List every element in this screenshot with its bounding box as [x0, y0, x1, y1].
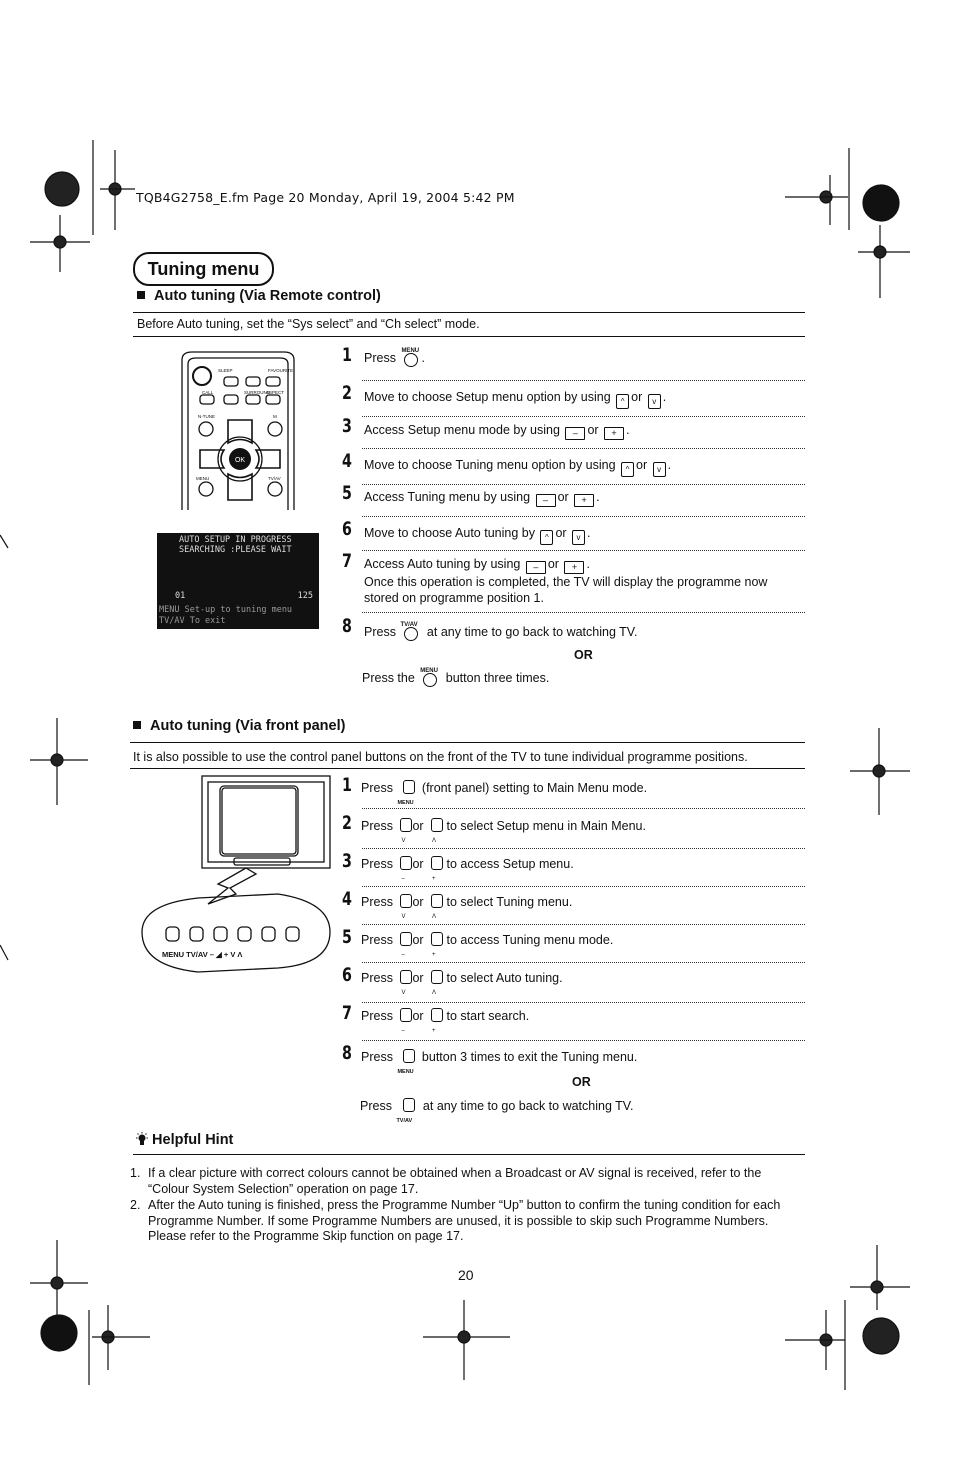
step-text: or	[412, 819, 424, 833]
step-text: .	[662, 390, 667, 404]
step-text: at any time to go back to watching TV.	[422, 1099, 634, 1113]
step-text: Access Tuning menu by using	[364, 490, 531, 504]
step-text: .	[667, 458, 672, 472]
page-number: 20	[458, 1267, 474, 1283]
surround-label: SURROUND	[244, 390, 271, 395]
panel-button-icon	[431, 1008, 443, 1022]
remote-step-3	[364, 422, 630, 440]
panel-button-labels: MENU TV/AV – ◢ + V Λ	[162, 950, 243, 959]
step-text: or	[412, 1009, 424, 1023]
or-label: OR	[574, 648, 593, 662]
plus-panel-key-icon	[427, 932, 443, 958]
front-step-7	[361, 1008, 530, 1034]
panel-button-icon	[400, 818, 412, 832]
step-text: or	[412, 971, 424, 985]
aspect-label: ASPECT	[266, 390, 285, 395]
panel-button-icon	[431, 894, 443, 908]
remote-step-5	[364, 489, 600, 507]
menu-label: MENU	[196, 476, 210, 481]
front-step-4	[361, 894, 573, 920]
key-caption: Λ	[432, 914, 437, 920]
step-text: Press	[364, 625, 396, 639]
key-caption: MENU	[397, 1069, 414, 1075]
step-number: 5	[342, 926, 352, 948]
or-label: OR	[572, 1075, 591, 1089]
section-heading-front-text: Auto tuning (Via front panel)	[150, 718, 346, 734]
remote-step-4	[364, 457, 671, 477]
osd-line-1: AUTO SETUP IN PROGRESS	[179, 535, 292, 545]
call-label: CALL	[202, 390, 214, 395]
tvav-key-icon	[399, 624, 423, 640]
panel-button-icon	[431, 970, 443, 984]
step-divider	[362, 848, 805, 849]
step-number: 1	[342, 344, 352, 366]
up-panel-key-icon	[427, 970, 443, 996]
step-text: to select Tuning menu.	[446, 895, 573, 909]
step-text: .	[587, 526, 591, 540]
panel-button-icon	[400, 856, 412, 870]
hint-item	[130, 1166, 800, 1197]
panel-button-icon	[403, 1098, 415, 1112]
fav-label: FAVOURITE	[268, 368, 294, 373]
step-text: .	[421, 351, 425, 365]
minus-panel-key-icon	[396, 856, 412, 882]
remote-intro: Before Auto tuning, set the “Sys select” and “Ch select” mode.	[137, 317, 480, 331]
section-rule	[133, 336, 805, 337]
hint-item-number: 1.	[130, 1166, 141, 1180]
menu-panel-key-icon	[396, 1049, 418, 1075]
front-intro: It is also possible to use the control panel buttons on the front of the TV to tune individual programme positions.	[133, 750, 748, 764]
step-divider	[362, 886, 805, 887]
up-panel-key-icon	[427, 894, 443, 920]
helpful-hint-heading-text: Helpful Hint	[152, 1132, 234, 1148]
step-text: .	[596, 490, 600, 504]
section-heading-remote	[137, 288, 381, 304]
panel-button-icon	[403, 1049, 415, 1063]
down-panel-key-icon	[396, 970, 412, 996]
step-text: Move to choose Setup menu option by using	[364, 390, 611, 404]
tv-front-panel-illustration	[138, 772, 338, 992]
lightbulb-icon	[136, 1132, 148, 1146]
menu-key-icon	[399, 350, 421, 366]
step-number: 7	[342, 550, 352, 572]
step-text: or	[547, 557, 559, 571]
step-text: or	[412, 895, 424, 909]
round-button-icon	[404, 627, 418, 641]
key-caption: +	[432, 1028, 436, 1034]
front-step-5	[361, 932, 614, 958]
step-text: or	[587, 423, 599, 437]
step-text: .	[626, 423, 630, 437]
section-rule	[133, 1154, 805, 1155]
step-number: 6	[342, 518, 352, 540]
panel-button-icon	[431, 932, 443, 946]
step-text: or	[412, 857, 424, 871]
step-divider	[362, 550, 805, 551]
front-steps	[336, 772, 806, 1122]
key-caption: V	[401, 990, 406, 996]
front-step-3	[361, 856, 574, 882]
step-text: Move to choose Tuning menu option by using	[364, 458, 616, 472]
key-caption: MENU	[420, 668, 438, 674]
key-caption: Λ	[432, 990, 437, 996]
section-rule	[130, 742, 805, 743]
ntune-label: N-TUNE	[198, 414, 215, 419]
step-divider	[362, 416, 805, 417]
sleep-label: SLEEP	[218, 368, 233, 373]
section-heading-front	[133, 718, 345, 734]
remote-step-2	[364, 389, 666, 409]
step-divider	[362, 924, 805, 925]
hint-item-number: 2.	[130, 1198, 141, 1212]
hint-item-text: If a clear picture with correct colours cannot be obtained when a Broadcast or AV signal is received, refer to the “Colour System Selection” operation on page 17.	[148, 1166, 762, 1196]
round-button-icon	[404, 353, 418, 367]
hint-item	[130, 1198, 800, 1245]
osd-line-2: SEARCHING :PLEASE WAIT	[179, 545, 292, 555]
step-number: 4	[342, 450, 352, 472]
step-text: Press	[360, 1099, 392, 1113]
osd-left-number: 01	[175, 591, 186, 601]
minus-key-icon: –	[565, 427, 585, 440]
front-alt-step	[360, 1098, 634, 1124]
menu-key-icon	[418, 670, 442, 686]
minus-panel-key-icon	[396, 1008, 412, 1034]
plus-key-icon: +	[574, 494, 594, 507]
front-step-8	[361, 1049, 638, 1075]
up-arrow-key-icon: ^	[540, 530, 553, 545]
key-caption: +	[432, 952, 436, 958]
key-caption: –	[401, 1028, 405, 1034]
front-step-6	[361, 970, 563, 996]
hint-item-text: After the Auto tuning is finished, press the Programme Number “Up” button to confirm the tuning condition for each Programme Number. If some Programme Numbers are unused, it is possible to skip such Programme Numbers. Please refer to the Programme Skip function on page 17.	[148, 1198, 781, 1243]
step-text: to select Setup menu in Main Menu.	[446, 819, 646, 833]
menu-panel-key-icon	[396, 780, 418, 806]
step-divider	[362, 962, 805, 963]
step-number: 8	[342, 615, 352, 637]
step-divider	[362, 612, 805, 613]
step-number: 2	[342, 812, 352, 834]
osd-right-number: 125	[297, 591, 313, 601]
section-rule	[133, 312, 805, 313]
panel-button-icon	[431, 818, 443, 832]
step-number: 3	[342, 415, 352, 437]
section-heading-remote-text: Auto tuning (Via Remote control)	[154, 288, 381, 304]
key-caption: +	[432, 876, 436, 882]
step-text: to access Setup menu.	[446, 857, 574, 871]
key-caption: TV/AV	[400, 622, 418, 628]
step-divider	[362, 1002, 805, 1003]
down-arrow-key-icon: v	[653, 462, 666, 477]
step-text: button three times.	[445, 671, 550, 685]
step-detail: Once this operation is completed, the TV will display the programme now stored on programme position 1.	[364, 575, 768, 605]
step-text: to start search.	[446, 1009, 530, 1023]
step-divider	[362, 1040, 805, 1041]
osd-line-4: TV/AV To exit	[159, 616, 226, 626]
front-step-1	[361, 780, 648, 806]
key-caption: MENU	[397, 800, 414, 806]
key-caption: TV/AV	[396, 1118, 413, 1124]
bullet-square-icon	[133, 721, 141, 729]
step-text: Press	[361, 857, 393, 871]
step-text: Press	[361, 895, 393, 909]
up-panel-key-icon	[427, 818, 443, 844]
minus-panel-key-icon	[396, 932, 412, 958]
step-divider	[362, 380, 805, 381]
key-caption: –	[401, 876, 405, 882]
plus-panel-key-icon	[427, 1008, 443, 1034]
key-caption: V	[401, 914, 406, 920]
step-text: (front panel) setting to Main Menu mode.	[421, 781, 648, 795]
osd-line-3: MENU Set-up to tuning menu	[159, 605, 293, 615]
minus-key-icon: –	[536, 494, 556, 507]
step-text: button 3 times to exit the Tuning menu.	[421, 1050, 638, 1064]
minus-key-icon: –	[526, 561, 546, 574]
step-divider	[362, 484, 805, 485]
down-arrow-key-icon: v	[572, 530, 585, 545]
step-number: 6	[342, 964, 352, 986]
panel-button-icon	[400, 1008, 412, 1022]
remote-step-6	[364, 525, 591, 545]
step-divider	[362, 516, 805, 517]
step-text: Press the	[362, 671, 415, 685]
up-arrow-key-icon: ^	[616, 394, 629, 409]
step-text: Press	[361, 971, 393, 985]
remote-alt-step	[362, 670, 549, 686]
osd-screen	[157, 533, 319, 629]
step-text: Press	[361, 933, 393, 947]
section-rule	[130, 768, 805, 769]
key-caption: MENU	[401, 348, 420, 354]
step-text: or	[636, 458, 648, 472]
plus-key-icon: +	[564, 561, 584, 574]
step-text: .	[586, 557, 590, 571]
m-label: M	[273, 414, 277, 419]
panel-button-icon	[403, 780, 415, 794]
step-number: 3	[342, 850, 352, 872]
step-text: Move to choose Auto tuning by	[364, 526, 535, 540]
key-caption: –	[401, 952, 405, 958]
step-text: at any time to go back to watching TV.	[426, 625, 638, 639]
step-number: 7	[342, 1002, 352, 1024]
step-text: or	[631, 390, 643, 404]
step-text: or	[555, 526, 567, 540]
plus-key-icon: +	[604, 427, 624, 440]
down-panel-key-icon	[396, 818, 412, 844]
panel-button-icon	[400, 932, 412, 946]
tvav-panel-key-icon	[395, 1098, 419, 1124]
step-text: to select Auto tuning.	[446, 971, 563, 985]
step-number: 4	[342, 888, 352, 910]
step-text: or	[412, 933, 424, 947]
panel-button-icon	[431, 856, 443, 870]
remote-control-illustration	[178, 350, 298, 510]
step-text: Access Auto tuning by using	[364, 557, 521, 571]
panel-button-icon	[400, 970, 412, 984]
key-caption: Λ	[432, 838, 437, 844]
remote-steps	[336, 340, 806, 700]
page-title: Tuning menu	[133, 252, 274, 286]
round-button-icon	[423, 673, 437, 687]
remote-step-8	[364, 624, 637, 640]
step-text: Press	[361, 781, 393, 795]
hint-list	[130, 1166, 800, 1245]
file-info-header: TQB4G2758_E.fm Page 20 Monday, April 19, 2004 5:42 PM	[136, 190, 515, 205]
step-text: Press	[364, 351, 396, 365]
step-divider	[362, 808, 805, 809]
step-number: 5	[342, 482, 352, 504]
helpful-hint-heading	[136, 1132, 233, 1148]
step-divider	[362, 448, 805, 449]
plus-panel-key-icon	[427, 856, 443, 882]
remote-step-1	[364, 350, 425, 366]
bullet-square-icon	[137, 291, 145, 299]
step-text: to access Tuning menu mode.	[446, 933, 614, 947]
step-text: Press	[361, 1009, 393, 1023]
down-arrow-key-icon: v	[648, 394, 661, 409]
ok-label: OK	[234, 457, 246, 464]
step-text: Access Setup menu mode by using	[364, 423, 560, 437]
panel-button-icon	[400, 894, 412, 908]
tvav-label: TV/AV	[268, 476, 281, 481]
front-step-2	[361, 818, 646, 844]
step-number: 1	[342, 774, 352, 796]
step-number: 8	[342, 1042, 352, 1064]
up-arrow-key-icon: ^	[621, 462, 634, 477]
step-text: or	[557, 490, 569, 504]
step-text: Press	[361, 819, 393, 833]
step-number: 2	[342, 382, 352, 404]
key-caption: V	[401, 838, 406, 844]
step-text: Press	[361, 1050, 393, 1064]
down-panel-key-icon	[396, 894, 412, 920]
remote-step-7	[364, 556, 804, 606]
